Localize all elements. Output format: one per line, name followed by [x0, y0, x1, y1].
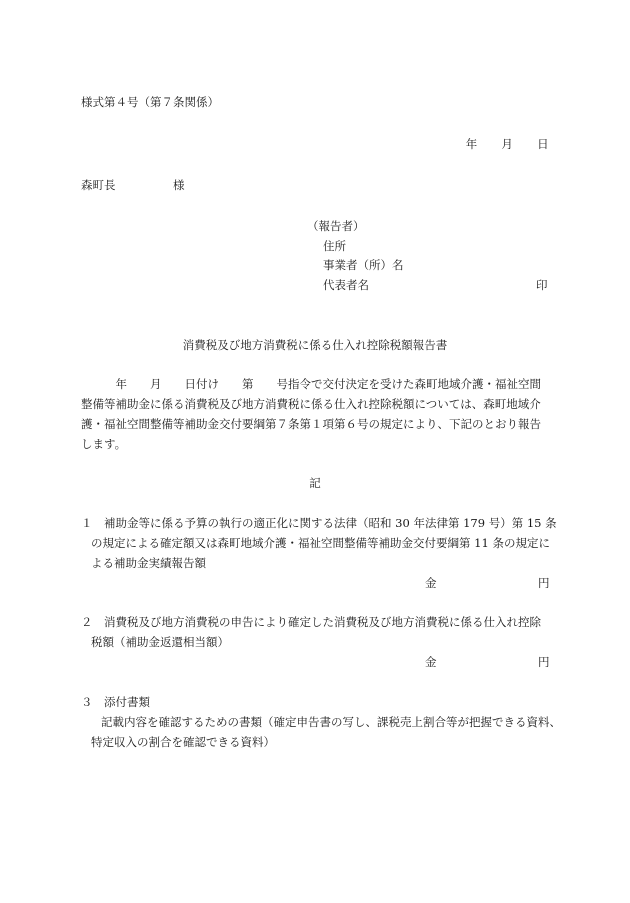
document-title: 消費税及び地方消費税に係る仕入れ控除税額報告書 — [182, 338, 448, 352]
representative-label: 代表者名 — [323, 278, 369, 292]
seal-mark: 印 — [536, 278, 548, 292]
business-name-label: 事業者（所）名 — [323, 258, 404, 272]
address-label: 住所 — [323, 239, 346, 253]
item-1-line: よる補助金実績報告額 — [91, 556, 206, 570]
addressee: 森町長 様 — [81, 178, 185, 192]
intro-line: します。 — [81, 437, 127, 451]
item-2-line: ２ 消費税及び地方消費税の申告により確定した消費税及び地方消費税に係る仕入れ控除 — [81, 615, 541, 629]
item-3-line: 特定収入の割合を確認できる資料） — [91, 735, 275, 749]
date-line: 年 月 日 — [465, 137, 549, 151]
item-2-line: 税額（補助金返還相当額） — [91, 635, 229, 649]
intro-line: 年 月 日付け 第 号指令で交付決定を受けた森町地域介護・福祉空間 — [81, 377, 541, 391]
item-1-line: の規定による確定額又は森町地域介護・福祉空間整備等補助金交付要綱第 11 条の規定に — [91, 536, 550, 550]
intro-line: 整備等補助金に係る消費税及び地方消費税に係る仕入れ控除税額については、森町地域介 — [81, 397, 541, 411]
item-1-line: １ 補助金等に係る予算の執行の適正化に関する法律（昭和 30 年法律第 179 号）第 15 条 — [81, 516, 557, 530]
intro-line: 護・福祉空間整備等補助金交付要綱第７条第１項第６号の規定により、下記のとおり報告 — [81, 417, 541, 431]
reporter-heading: （報告者） — [307, 219, 365, 233]
item-1-amount-unit: 円 — [538, 576, 550, 590]
item-3-line: 記載内容を確認するための書類（確定申告書の写し、課税売上割合等が把握できる資料、 — [101, 715, 561, 729]
ki-heading: 記 — [309, 476, 321, 490]
item-1-amount-prefix: 金 — [425, 576, 437, 590]
item-2-amount-unit: 円 — [538, 655, 550, 669]
item-3-heading: ３ 添付書類 — [81, 695, 150, 709]
form-number: 様式第４号（第７条関係） — [81, 95, 219, 109]
item-2-amount-prefix: 金 — [425, 655, 437, 669]
